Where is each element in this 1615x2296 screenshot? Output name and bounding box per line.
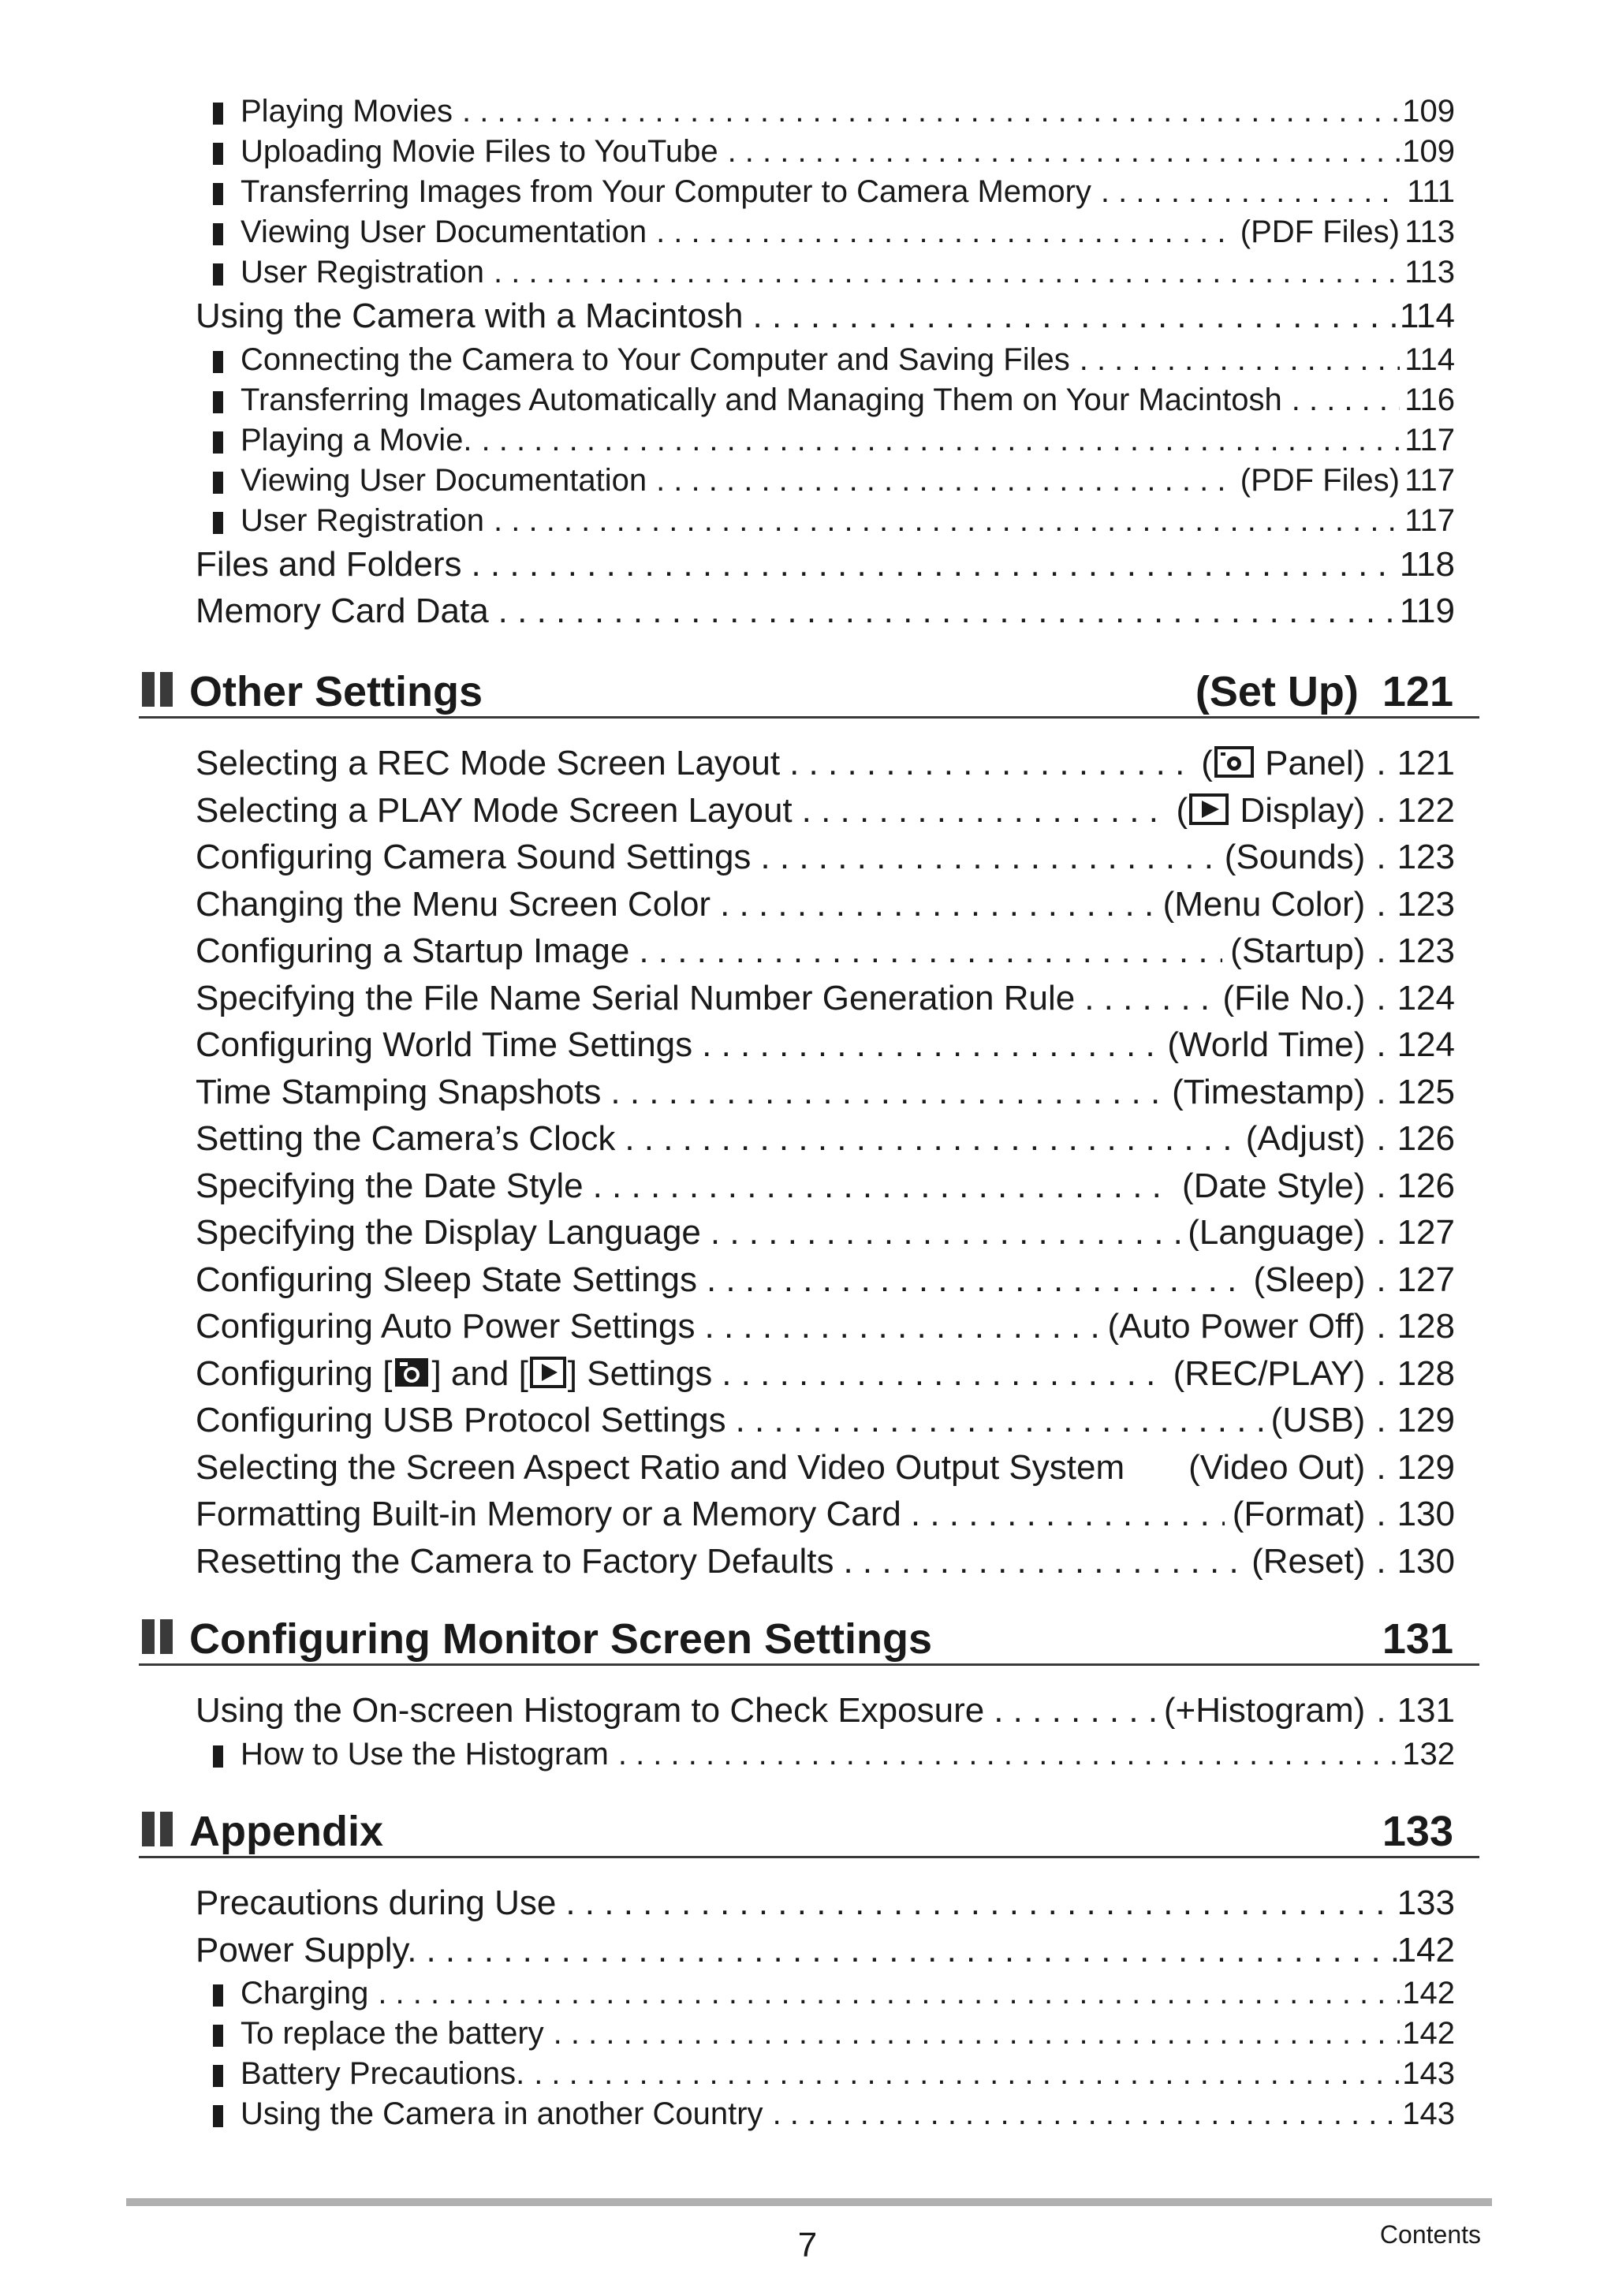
dot-leader [736, 1397, 1263, 1444]
dot-leader [911, 1491, 1225, 1538]
bullet-icon [213, 1984, 223, 2007]
page-number: 123 [1397, 884, 1455, 924]
bullet-icon [213, 2025, 223, 2047]
page-number: 128 [1397, 1307, 1455, 1346]
page-number: 128 [1397, 1353, 1455, 1393]
monitor-list [0, 1687, 1615, 1775]
dot-leader [462, 91, 1400, 132]
dot-leader [494, 252, 1400, 293]
toc-entry[interactable]: Power Supply. . . . 142 [196, 1927, 1455, 1974]
toc-sub-entry[interactable]: Uploading Movie Files to YouTube . . . 109 [213, 132, 1455, 172]
toc-entry[interactable]: Files and Folders . . . 118 [196, 541, 1455, 588]
dot-leader [498, 588, 1400, 635]
dot-leader [593, 1163, 1174, 1210]
toc-entry[interactable]: Specifying the Display Language . . . (Language) . 127 [196, 1209, 1455, 1256]
page-number: 121 [1397, 744, 1455, 782]
dot-leader [471, 541, 1399, 588]
dot-leader [843, 1538, 1244, 1585]
page-number: 118 [1399, 544, 1455, 584]
dot-leader [994, 1687, 1156, 1734]
bullet-icon [213, 512, 223, 534]
page-number: 109 [1402, 94, 1455, 129]
entry-tag: (Date Style) [1182, 1166, 1366, 1205]
toc-entry[interactable]: Formatting Built-in Memory or a Memory Card . . . (Format) . 130 [196, 1491, 1455, 1538]
toc-top-block [0, 91, 1615, 635]
dot-leader [481, 420, 1400, 461]
section-title: Appendix [189, 1808, 384, 1855]
dot-leader [728, 132, 1400, 172]
camera-panel-icon [1214, 746, 1254, 778]
toc-entry[interactable]: Resetting the Camera to Factory Defaults . . . (Reset) . 130 [196, 1538, 1455, 1585]
page-number: 143 [1402, 2056, 1455, 2091]
page-number: 142 [1402, 2016, 1455, 2051]
toc-sub-entry[interactable]: User Registration . . . 117 [213, 501, 1455, 541]
toc-entry[interactable]: Selecting a PLAY Mode Screen Layout . . . ( Display) . 122 [196, 787, 1455, 834]
page-number: 122 [1397, 790, 1455, 830]
toc-entry[interactable]: Specifying the File Name Serial Number Generation Rule . . . (File No.) . 124 [196, 975, 1455, 1022]
section-heading-other-settings[interactable] [139, 661, 1479, 719]
dot-leader [625, 1115, 1237, 1163]
toc-entry[interactable]: Time Stamping Snapshots . . . (Timestamp) . 125 [196, 1069, 1455, 1116]
page-number: 113 [1404, 215, 1455, 249]
toc-sub-entry[interactable]: Battery Precautions. . . . 143 [213, 2054, 1455, 2094]
entry-tag: (Timestamp) [1172, 1072, 1366, 1111]
entry-tag: (Menu Color) [1162, 884, 1366, 924]
page-number: 124 [1397, 978, 1455, 1017]
section-title: Other Settings [189, 668, 483, 715]
toc-entry[interactable]: Configuring a Startup Image . . . (Startup) . 123 [196, 928, 1455, 975]
entry-tag: (+Histogram) [1163, 1691, 1366, 1730]
toc-entry[interactable]: Changing the Menu Screen Color . . . (Menu Color) . 123 [196, 881, 1455, 928]
dot-leader [639, 928, 1222, 975]
bullet-icon [213, 2105, 223, 2127]
bullet-icon [213, 103, 223, 125]
toc-entry[interactable]: Configuring USB Protocol Settings . . . (USB) . 129 [196, 1397, 1455, 1444]
dot-leader [378, 1973, 1400, 2014]
bullet-icon [213, 223, 223, 245]
page-number: 126 [1397, 1119, 1455, 1158]
toc-sub-entry[interactable]: Transferring Images Automatically and Managing Them on Your Macintosh . . . 116 [213, 380, 1455, 420]
page-number: 127 [1397, 1260, 1455, 1299]
entry-tag: (Sleep) [1253, 1260, 1366, 1299]
toc-entry[interactable]: Configuring Sleep State Settings . . . (Sleep) . 127 [196, 1256, 1455, 1304]
entry-tag: (PDF Files) [1240, 462, 1400, 498]
page-number: 119 [1399, 592, 1455, 630]
toc-entry[interactable]: Setting the Camera’s Clock . . . (Adjust) . 126 [196, 1115, 1455, 1163]
entry-tag: (Sounds) [1224, 838, 1366, 876]
section-heading-appendix[interactable] [139, 1801, 1479, 1858]
entry-tag: (Video Out) [1188, 1447, 1366, 1487]
page-number: 109 [1402, 134, 1455, 169]
toc-sub-entry[interactable]: Playing a Movie. . . . 117 [213, 420, 1455, 461]
entry-tag: ( Display) [1176, 790, 1366, 830]
page-number: 114 [1399, 297, 1455, 335]
section-marker-icon [142, 672, 177, 707]
toc-entry[interactable]: Configuring Auto Power Settings . . . (Auto Power Off) . 128 [196, 1303, 1455, 1350]
section-heading-monitor[interactable] [139, 1608, 1479, 1666]
dot-leader [656, 461, 1233, 501]
section-page: 133 [1382, 1808, 1453, 1855]
dot-leader [711, 1209, 1180, 1256]
entry-tag: (Format) [1232, 1495, 1366, 1533]
entry-tag: (REC/PLAY) [1173, 1353, 1366, 1393]
bullet-icon [213, 1745, 223, 1768]
page-number: 116 [1404, 382, 1455, 417]
page-number: 123 [1397, 838, 1455, 876]
toc-sub-entry[interactable]: Viewing User Documentation . . . (PDF Files) 117 [213, 461, 1455, 501]
dot-leader [722, 1350, 1165, 1398]
bullet-icon [213, 2065, 223, 2087]
dot-leader [773, 2094, 1400, 2134]
dot-leader [720, 881, 1155, 928]
page-number: 113 [1404, 255, 1455, 289]
page-number: 114 [1404, 342, 1455, 377]
bullet-icon [213, 143, 223, 165]
page-number: 117 [1404, 422, 1455, 457]
toc-sub-entry[interactable]: Playing Movies . . . 109 [213, 91, 1455, 132]
entry-tag: ( Panel) [1201, 744, 1366, 782]
dot-leader [1084, 975, 1214, 1022]
toc-sub-entry[interactable]: Viewing User Documentation . . . (PDF Files) 113 [213, 212, 1455, 252]
dot-leader [702, 1021, 1159, 1069]
page-number: 125 [1397, 1072, 1455, 1111]
toc-sub-entry[interactable]: Charging . . . 142 [213, 1973, 1455, 2014]
dot-leader [618, 1734, 1400, 1775]
section-title: Configuring Monitor Screen Settings [189, 1615, 932, 1663]
footer-divider [126, 2198, 1492, 2206]
page-number: 130 [1397, 1495, 1455, 1533]
dot-leader [1080, 340, 1400, 380]
footer-label: Contents [1379, 2220, 1481, 2249]
dot-leader [1292, 380, 1400, 420]
page-number: 129 [1397, 1447, 1455, 1487]
dot-leader [707, 1256, 1246, 1304]
section-marker-icon [142, 1619, 177, 1654]
bullet-icon [213, 431, 223, 454]
page-number: 127 [1397, 1213, 1455, 1252]
toc-sub-entry[interactable]: To replace the battery . . . 142 [213, 2014, 1455, 2054]
toc-entry[interactable]: Using the Camera with a Macintosh . . . 114 [196, 293, 1455, 340]
toc-sub-entry[interactable]: How to Use the Histogram . . . 132 [213, 1734, 1455, 1775]
toc-entry[interactable]: Memory Card Data . . . 119 [196, 588, 1455, 635]
bullet-icon [213, 263, 223, 286]
page-number: 126 [1397, 1166, 1455, 1205]
toc-entry[interactable]: Configuring Camera Sound Settings . . . (Sounds) . 123 [196, 834, 1455, 881]
entry-tag: (File No.) [1222, 978, 1366, 1017]
other-settings-list [0, 740, 1615, 1585]
entry-tag: (Reset) [1251, 1541, 1366, 1581]
dot-leader [1101, 172, 1400, 212]
play-icon [1189, 793, 1229, 825]
page-number: 124 [1397, 1025, 1455, 1064]
page-number: 111 [1407, 174, 1455, 209]
section-marker-icon [142, 1812, 177, 1846]
page-number: 130 [1397, 1541, 1455, 1581]
bullet-icon [213, 183, 223, 205]
dot-leader [610, 1069, 1164, 1116]
entry-tag: (Auto Power Off) [1107, 1307, 1366, 1346]
toc-sub-entry[interactable]: Using the Camera in another Country . . . 143 [213, 2094, 1455, 2134]
dot-leader [789, 740, 1193, 787]
footer-page-number: 7 [797, 2226, 818, 2264]
dot-leader [802, 787, 1169, 834]
page-number: 142 [1402, 1976, 1455, 2010]
dot-leader [534, 2054, 1400, 2094]
entry-tag: (PDF Files) [1240, 215, 1400, 249]
section-page: 131 [1382, 1615, 1453, 1663]
toc-entry[interactable]: Using the On-screen Histogram to Check Exposure . . . (+Histogram) . 131 [196, 1687, 1455, 1734]
dot-leader [554, 2014, 1400, 2054]
toc-entry[interactable]: Precautions during Use . . . 133 [196, 1880, 1455, 1927]
toc-entry[interactable]: Selecting the Screen Aspect Ratio and Video Output System (Video Out) . 129 [196, 1444, 1455, 1491]
bullet-icon [213, 351, 223, 373]
dot-leader [494, 501, 1400, 541]
bullet-icon [213, 472, 223, 494]
page-number: 123 [1397, 931, 1455, 970]
entry-tag: (Adjust) [1245, 1119, 1366, 1158]
toc-entry[interactable]: Configuring World Time Settings . . . (World Time) . 124 [196, 1021, 1455, 1069]
page-number: 117 [1404, 502, 1455, 538]
page-number: 131 [1397, 1691, 1455, 1730]
appendix-list [0, 1880, 1615, 2134]
section-page: (Set Up) 121 [1195, 668, 1453, 715]
page-number: 133 [1397, 1883, 1455, 1922]
toc-entry[interactable]: Selecting a REC Mode Screen Layout . . . ( Panel) . 121 [196, 740, 1455, 787]
page-number: 132 [1402, 1736, 1455, 1771]
entry-tag: (Startup) [1230, 931, 1366, 970]
toc-sub-entry[interactable]: Transferring Images from Your Computer to Camera Memory . . . 111 [213, 172, 1455, 212]
toc-sub-entry[interactable]: Connecting the Camera to Your Computer and Saving Files . . . 114 [213, 340, 1455, 380]
page-number: 143 [1402, 2096, 1455, 2131]
page-number: 129 [1397, 1401, 1455, 1439]
play-icon [530, 1357, 566, 1388]
toc-entry[interactable]: Specifying the Date Style . . . (Date Style) . 126 [196, 1163, 1455, 1210]
dot-leader [656, 212, 1233, 252]
dot-leader [426, 1927, 1397, 1974]
page-number: 117 [1404, 462, 1455, 498]
toc-sub-entry[interactable]: User Registration . . . 113 [213, 252, 1455, 293]
dot-leader [753, 293, 1400, 340]
dot-leader [760, 834, 1216, 881]
entry-tag: (USB) [1270, 1401, 1366, 1439]
bullet-icon [213, 391, 223, 413]
entry-tag: (Language) [1188, 1213, 1366, 1252]
entry-tag: (World Time) [1167, 1025, 1366, 1064]
dot-leader [705, 1303, 1100, 1350]
camera-icon [393, 1357, 430, 1388]
toc-entry[interactable]: Configuring [ ] and [ ] Settings . . . (REC/PLAY) . 128 [196, 1350, 1455, 1398]
dot-leader [565, 1880, 1397, 1927]
page-number: 142 [1397, 1930, 1455, 1969]
